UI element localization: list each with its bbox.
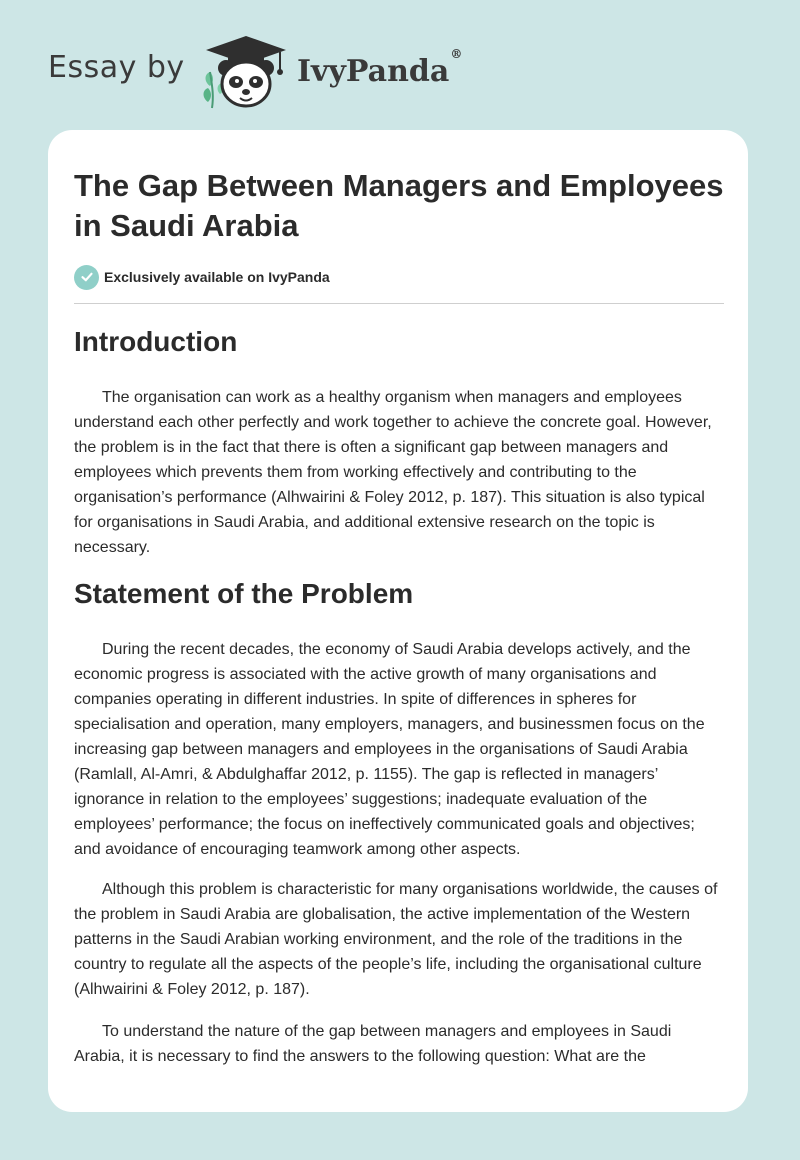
brand-text: IvyPanda [297,54,450,89]
panda-graduate-icon[interactable] [200,30,292,112]
brand-name[interactable] [297,47,463,89]
exclusive-label: Exclusively available on IvyPanda [104,269,330,285]
article-title: The Gap Between Managers and Employees in Saudi Arabia [74,168,724,243]
paragraph-problem-3: To understand the nature of the gap between managers and employees in Saudi Arabia, it is necessary to find the answers to the following question: What are the [74,1023,672,1065]
article-card [48,130,748,1112]
paragraph-introduction-1: The organisation can work as a healthy organism when managers and employees understand each other perfectly and work together to achieve the concrete goal. However, the problem is in the fact that there is often a significant gap between managers and employees which prevents them from working effectively and contributing to the organisation’s performance (Alhwairini & Foley 2012, p. 187). This situation is also typical for organisations in Saudi Arabia, and additional extensive research on the topic is necessary. [74,389,712,556]
section-heading-statement-of-problem: Statement of the Problem [74,578,414,609]
section-heading-introduction: Introduction [74,326,238,357]
registered-mark: ® [450,47,463,61]
essay-by-label: Essay by [48,50,185,85]
paragraph-problem-2: Although this problem is characteristic for many organisations worldwide, the causes of the problem in Saudi Arabia are globalisation, the active implementation of the Western patterns in the Saudi Arabian working environment, and the role of the traditions in the country to regulate all the aspects of the people’s life, including the organisational culture (Alhwairini & Foley 2012, p. 187). [74,881,718,998]
divider [74,303,724,304]
site-header [0,0,800,130]
paragraph-problem-1: During the recent decades, the economy of Saudi Arabia develops actively, and the economic progress is associated with the active growth of many organisations and companies operating in different industries. In spite of differences in spheres for specialisation and operation, many employers, managers, and businessmen focus on the increasing gap between managers and employees in the organisations of Saudi Arabia (Ramlall, Al-Amri, & Abdulghaffar 2012, p. 1155). The gap is reflected in managers’ ignorance in relation to the employees’ suggestions; inadequate evaluation of the employees’ performance; the focus on ineffectively communicated goals and objectives; and avoidance of encouraging teamwork among other aspects. [74,641,705,858]
check-circle-icon [74,265,99,290]
exclusive-badge [74,264,330,290]
